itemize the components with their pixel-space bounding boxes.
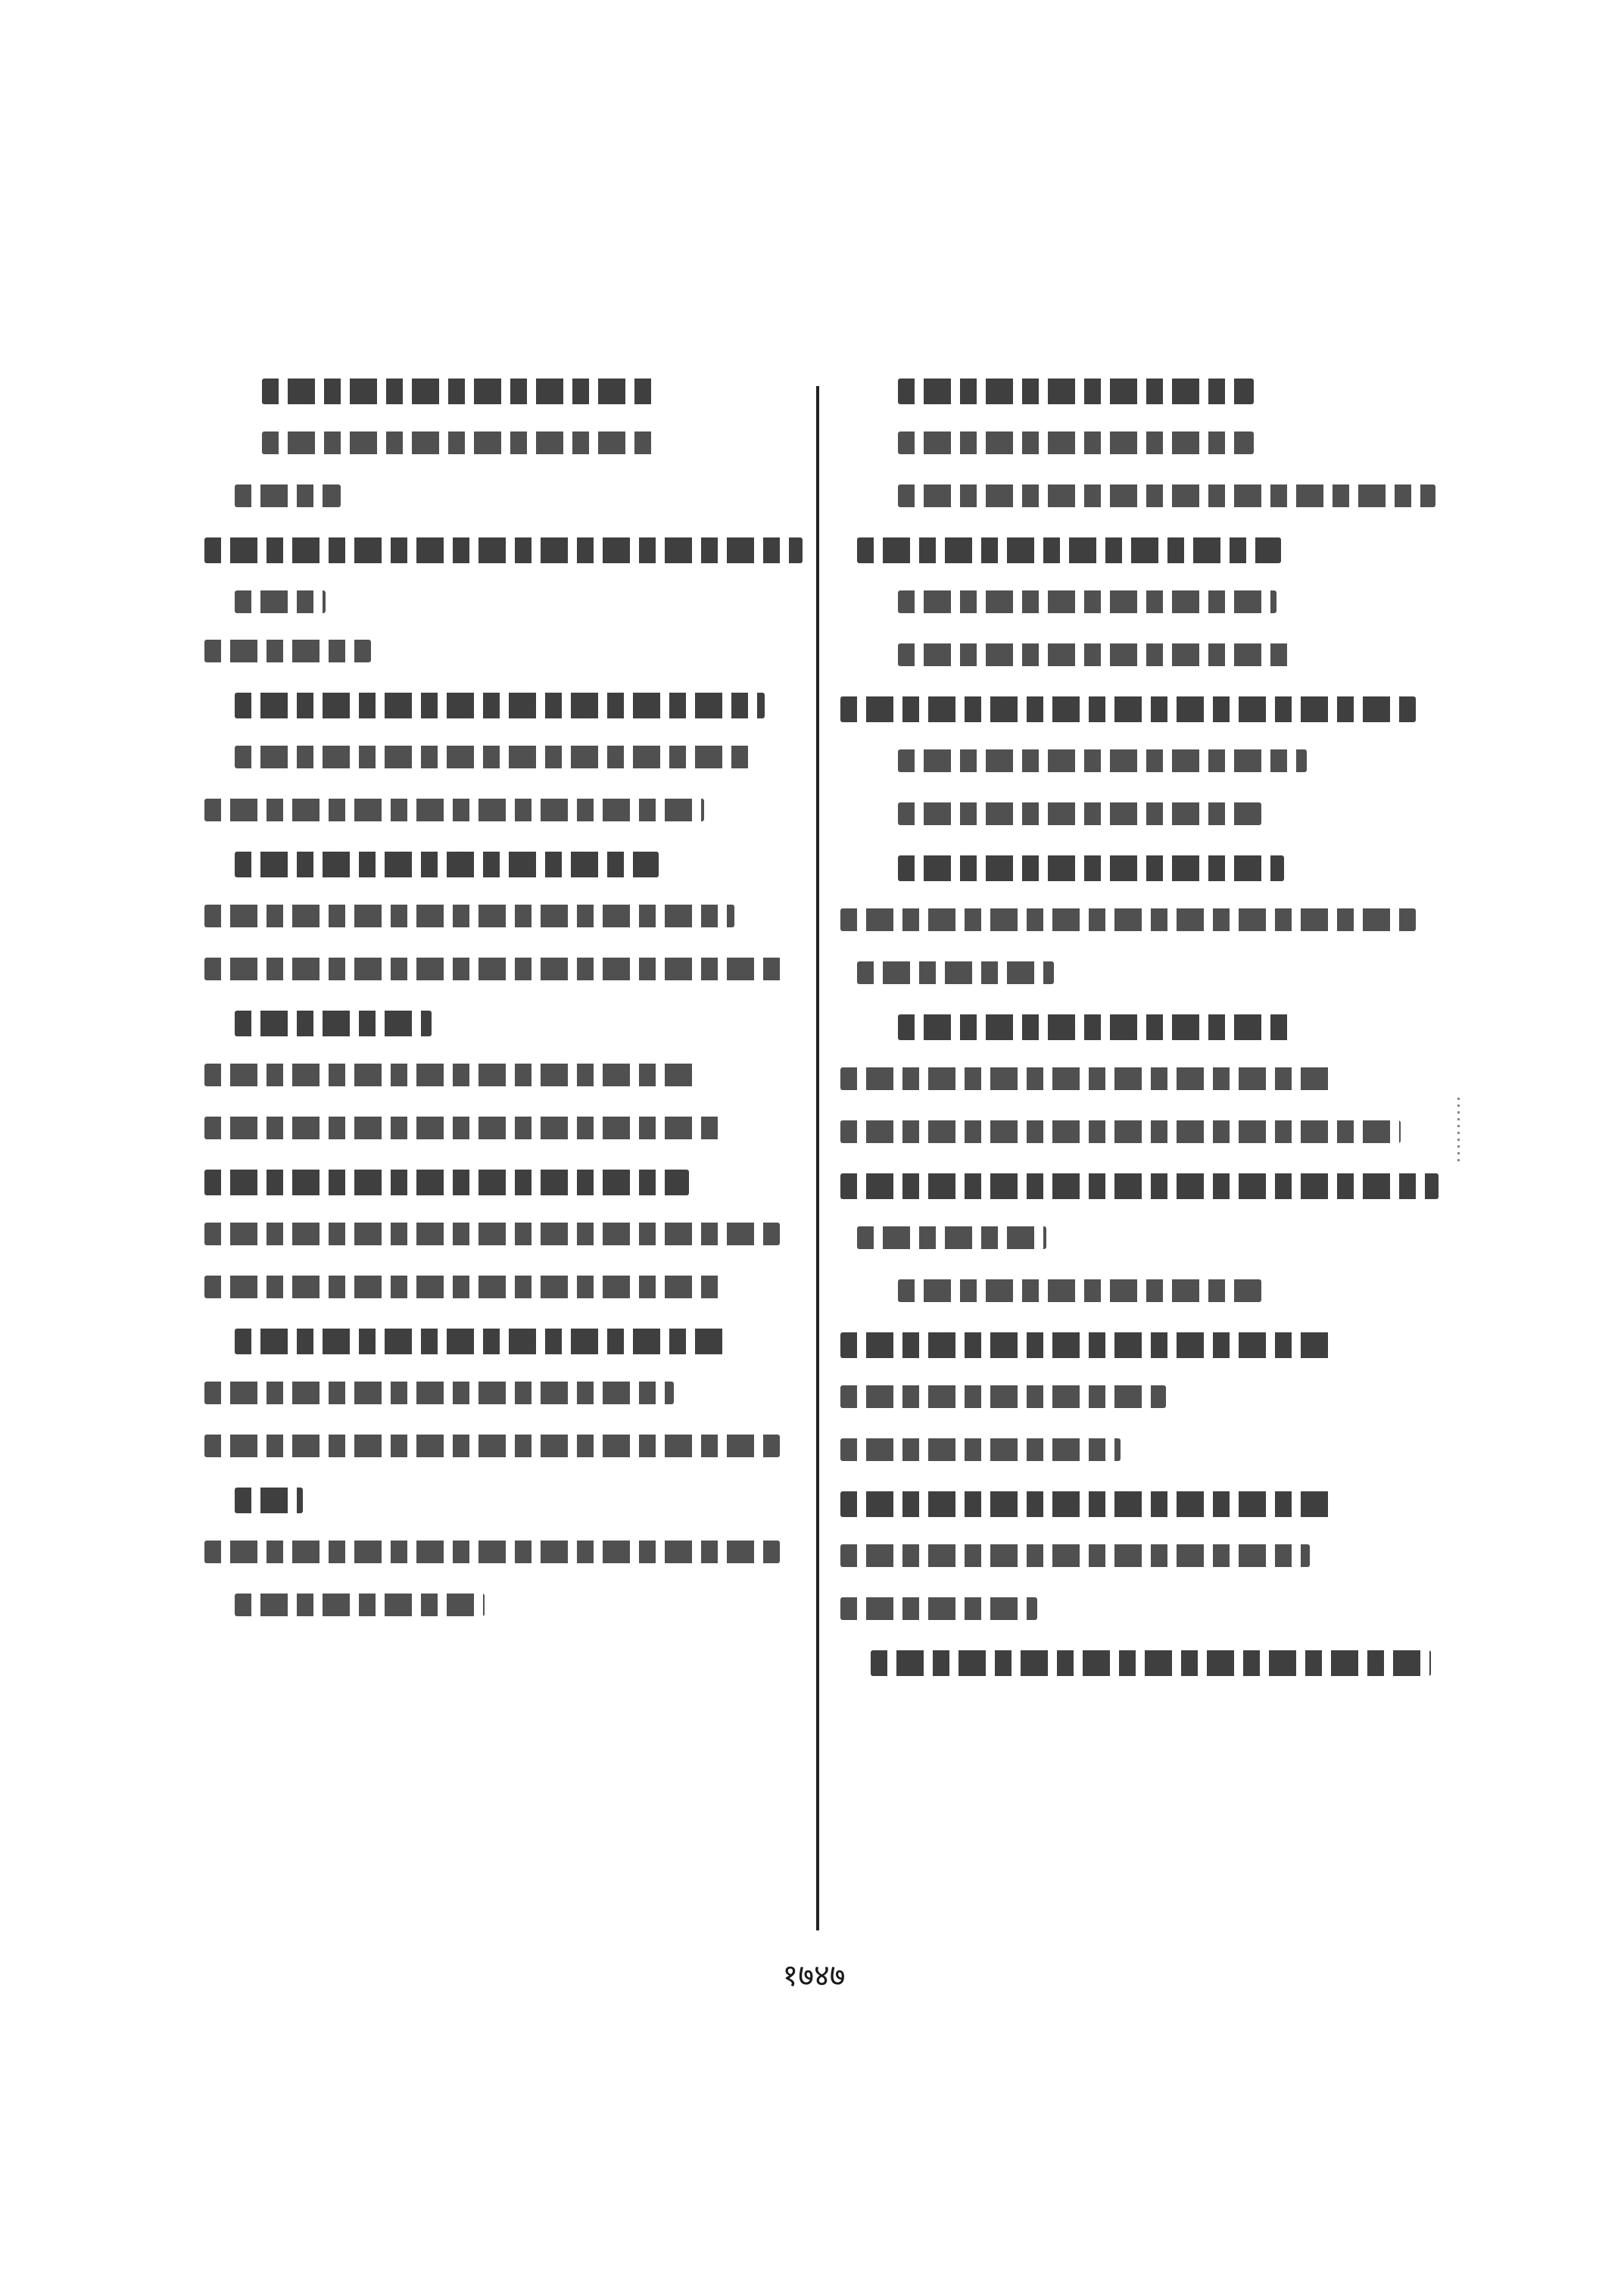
entry-line <box>235 852 659 877</box>
entry-line <box>204 1541 780 1563</box>
margin-dots <box>1457 1098 1460 1166</box>
entry-line <box>898 379 1254 404</box>
entry-line <box>262 379 656 404</box>
entry-line <box>840 1120 1401 1143</box>
entry-line <box>204 905 734 927</box>
entry-line <box>840 1597 1037 1620</box>
entry-line <box>898 1279 1261 1302</box>
entry-line <box>898 643 1292 666</box>
entry-line <box>235 1594 485 1616</box>
entry-line <box>840 1385 1166 1408</box>
entry-line <box>235 484 341 507</box>
entry-line <box>840 1491 1333 1517</box>
entry-line <box>840 696 1416 722</box>
entry-line <box>871 1650 1431 1676</box>
entry-line <box>898 855 1284 881</box>
entry-line <box>235 746 750 768</box>
entry-line <box>235 590 326 613</box>
entry-line <box>857 961 1054 984</box>
entry-line <box>235 1011 432 1036</box>
entry-line <box>235 1329 727 1354</box>
entry-line <box>235 1488 303 1513</box>
entry-line <box>898 802 1261 825</box>
entry-line <box>898 431 1254 454</box>
entry-line <box>204 1117 719 1139</box>
entry-line <box>204 1223 780 1245</box>
entry-line <box>235 693 765 718</box>
entry-line <box>840 1438 1121 1461</box>
right-column <box>840 371 1446 1915</box>
entry-line <box>840 1067 1333 1090</box>
entry-line <box>840 1332 1333 1358</box>
entry-line <box>204 1435 780 1457</box>
entry-line <box>262 431 656 454</box>
page-number: १७४७ <box>782 1958 846 1993</box>
entry-line <box>204 1276 727 1298</box>
entry-line <box>204 1064 697 1086</box>
entry-line <box>857 1226 1046 1249</box>
entry-line <box>204 537 803 563</box>
entry-line <box>204 958 787 980</box>
entry-line <box>898 1014 1292 1040</box>
entry-line <box>204 1170 689 1195</box>
column-divider <box>816 386 819 1930</box>
entry-line <box>898 484 1435 507</box>
entry-line <box>204 640 371 662</box>
entry-line <box>898 749 1307 772</box>
entry-line <box>840 1544 1310 1567</box>
left-column <box>204 371 803 1915</box>
entry-line <box>204 1382 674 1404</box>
entry-line <box>857 537 1281 563</box>
entry-line <box>204 799 704 821</box>
entry-line <box>898 590 1276 613</box>
entry-line <box>840 908 1416 931</box>
entry-line <box>840 1173 1439 1199</box>
